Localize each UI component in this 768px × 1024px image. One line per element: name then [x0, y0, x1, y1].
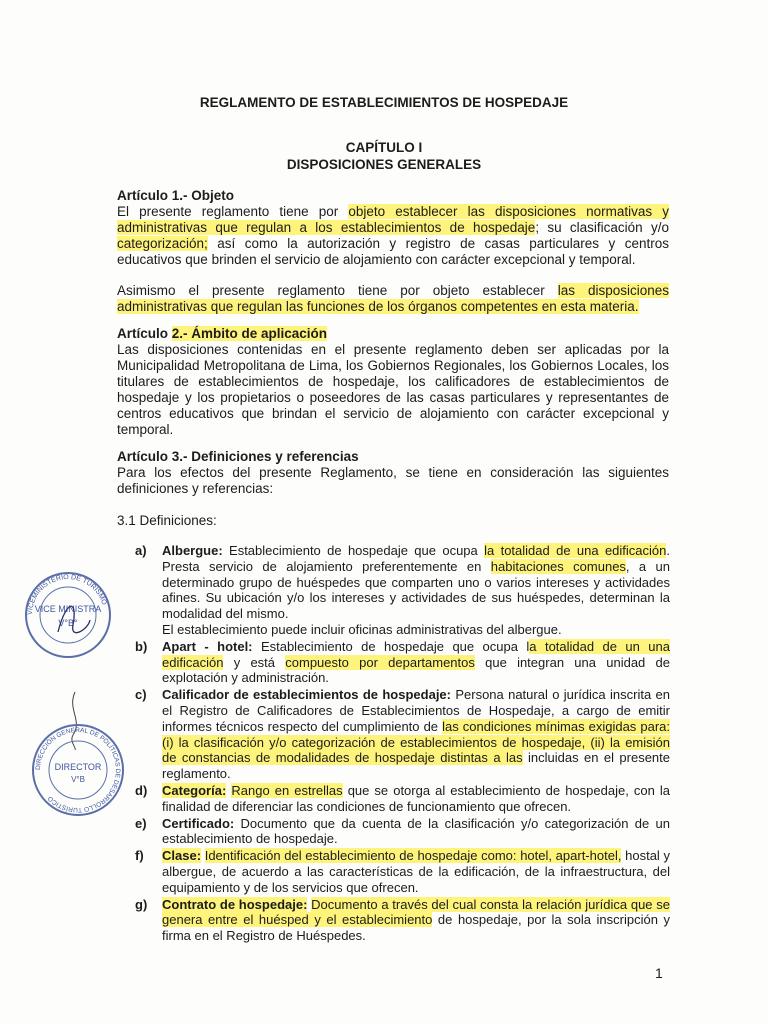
- item-letter: e): [135, 815, 147, 831]
- text-run: El establecimiento puede incluir oficinas administrativas del albergue.: [162, 621, 562, 637]
- list-item: [135, 687, 670, 782]
- text-run: Asimismo el presente reglamento tiene por objeto establecer: [117, 283, 558, 298]
- text-run: El presente reglamento tiene por: [117, 204, 349, 219]
- article-2-body: Las disposiciones contenidas en el presente reglamento deben ser aplicadas por la Municipalidad Metropolitana de Lima, los Gobiernos Regionales, los Gobiernos Locales, los titulares de establecimientos de hospedaje, los calificadores de establecimientos de hospedaje y los propietarios o poseedores de las casas particulares y representantes de centros educativos que brindan el servicio de alojamiento con carácter excepcional y temporal.: [117, 342, 669, 437]
- text-run: , a un determinado grupo de huéspedes que comparten uno o varios intereses y actividades afines. Su ubicación y/o los intereses y actividades de sus huéspedes, determinan la modalidad del mismo.: [162, 558, 671, 622]
- highlight: Rango en estrellas: [231, 782, 343, 798]
- item-text: [162, 543, 670, 638]
- text-run: . Presta servicio de alojamiento preferentemente en: [162, 543, 670, 574]
- item-letter: g): [135, 896, 148, 912]
- vice-ministry-stamp: [18, 570, 118, 660]
- term: Apart - hotel:: [162, 638, 253, 654]
- list-item: [135, 816, 670, 848]
- definitions-list: [135, 543, 670, 945]
- article-1-paragraph-1: [117, 204, 669, 268]
- text-run: incluidas en el presente reglamento.: [162, 750, 670, 782]
- text-run: que se otorga al establecimiento de hospedaje, con la finalidad de diferenciar las condiciones de funcionamiento que ofrecen.: [162, 782, 670, 814]
- highlight: 2.- Ámbito de aplicación: [171, 326, 328, 341]
- item-letter: f): [135, 848, 144, 864]
- page-number: 1: [655, 965, 663, 981]
- item-letter: d): [135, 782, 148, 798]
- text-run: Persona natural o jurídica inscrita en el Registro de Calificadores de Establecimientos de Hospedaje, a cargo de emitir informes técnicos respecto del cumplimiento de: [162, 687, 670, 734]
- highlight: las disposiciones administrativas que regulan las funciones de los órganos competentes en esta materia.: [117, 283, 669, 314]
- definitions-heading: 3.1 Definiciones:: [117, 513, 217, 528]
- text-run: ; su clasificación y/o: [535, 220, 669, 235]
- item-letter: b): [135, 638, 148, 654]
- list-item: [135, 543, 670, 638]
- text-run: hostal y albergue, de acuerdo a las características de la edificación, de la infraestructura, del equipamiento y de los servicios que ofrecen.: [162, 848, 670, 895]
- highlight: Documento a través del cual consta la relación jurídica que se genera entre el huésped y el establecimiento: [162, 896, 670, 928]
- highlight: la totalidad de una edificación: [484, 543, 667, 558]
- stamp-center-text: DIRECTOR: [54, 762, 102, 772]
- item-letter: a): [135, 543, 147, 558]
- list-item: [135, 848, 670, 895]
- chapter-number: CAPÍTULO I: [345, 140, 423, 155]
- list-item: [135, 783, 670, 815]
- document-title: REGLAMENTO DE ESTABLECIMIENTOS DE HOSPEDAJE: [199, 95, 569, 110]
- article-2: [117, 326, 669, 438]
- term: Clase:: [162, 848, 202, 864]
- stamp-vb-text: V°B°: [58, 618, 78, 628]
- text-run: Artículo: [117, 326, 172, 341]
- chapter-title: DISPOSICIONES GENERALES: [286, 157, 482, 172]
- item-text: [162, 897, 670, 944]
- article-1: [117, 188, 669, 315]
- highlight: compuesto por departamentos: [285, 654, 475, 670]
- highlight: categorización;: [117, 236, 208, 251]
- term: Calificador de establecimientos de hospedaje:: [162, 687, 451, 703]
- stamp-center-text: VICE MINISTRA: [34, 604, 102, 614]
- article-3-body: Para los efectos del presente Reglamento, se tiene en consideración las siguientes definiciones y referencias:: [117, 465, 669, 496]
- article-2-heading: [117, 326, 669, 342]
- item-letter: c): [135, 687, 147, 703]
- text-run: de hospedaje, por la sola inscripción y firma en el Registro de Huéspedes.: [162, 912, 670, 944]
- stamp-ring-text: DIRECCIÓN GENERAL DE POLÍTICAS DE DESARROLLO TURÍSTICO: [34, 726, 122, 814]
- term: Categoría:: [162, 782, 227, 798]
- stamp-vb-text: V°B: [71, 775, 85, 784]
- article-1-paragraph-2: [117, 283, 669, 315]
- text-run: Establecimiento de hospedaje que ocupa l: [252, 638, 530, 654]
- stamp-ring-text: VICEMINISTERIO DE TURISMO: [26, 573, 108, 616]
- highlight: objeto establecer las disposiciones normativas y administrativas que regulan a los establecimientos de hospedaje: [117, 204, 669, 235]
- list-item: [135, 639, 670, 686]
- highlight: a totalidad de un una edificación: [162, 638, 670, 670]
- text-run: que integran una unidad de explotación y administración.: [162, 654, 670, 686]
- article-3: [117, 449, 669, 497]
- text-run: y está: [223, 654, 286, 670]
- item-text: [162, 816, 670, 848]
- term: Certificado:: [162, 815, 235, 831]
- article-1-heading: Artículo 1.- Objeto: [117, 188, 235, 203]
- term: Albergue:: [162, 543, 223, 558]
- highlight: las condiciones mínimas exigidas para: (i) la clasificación y/o categorización de establecimientos de hospedaje, (ii) la emisión de constancias de modalidades de hospedaje distintas a las: [162, 718, 670, 766]
- item-text: [162, 639, 670, 686]
- item-text: [162, 848, 670, 895]
- text-run: Establecimiento de hospedaje que ocupa: [222, 543, 485, 558]
- list-item: [135, 897, 670, 944]
- highlight: Identificación del establecimiento de hospedaje como: hotel, apart-hotel,: [204, 848, 622, 864]
- text-run: así como la autorización y registro de casas particulares y centros educativos que brinden el servicio de alojamiento con carácter excepcional y temporal.: [117, 236, 669, 267]
- item-text: [162, 783, 670, 815]
- term: Contrato de hospedaje:: [162, 896, 308, 912]
- text-run: Documento que da cuenta de la clasificación y/o categorización de un establecimiento de hospedaje.: [162, 815, 670, 847]
- article-3-heading: Artículo 3.- Definiciones y referencias: [117, 449, 359, 464]
- item-text: [162, 687, 670, 782]
- director-stamp: [28, 720, 128, 820]
- highlight: habitaciones comunes: [490, 558, 626, 574]
